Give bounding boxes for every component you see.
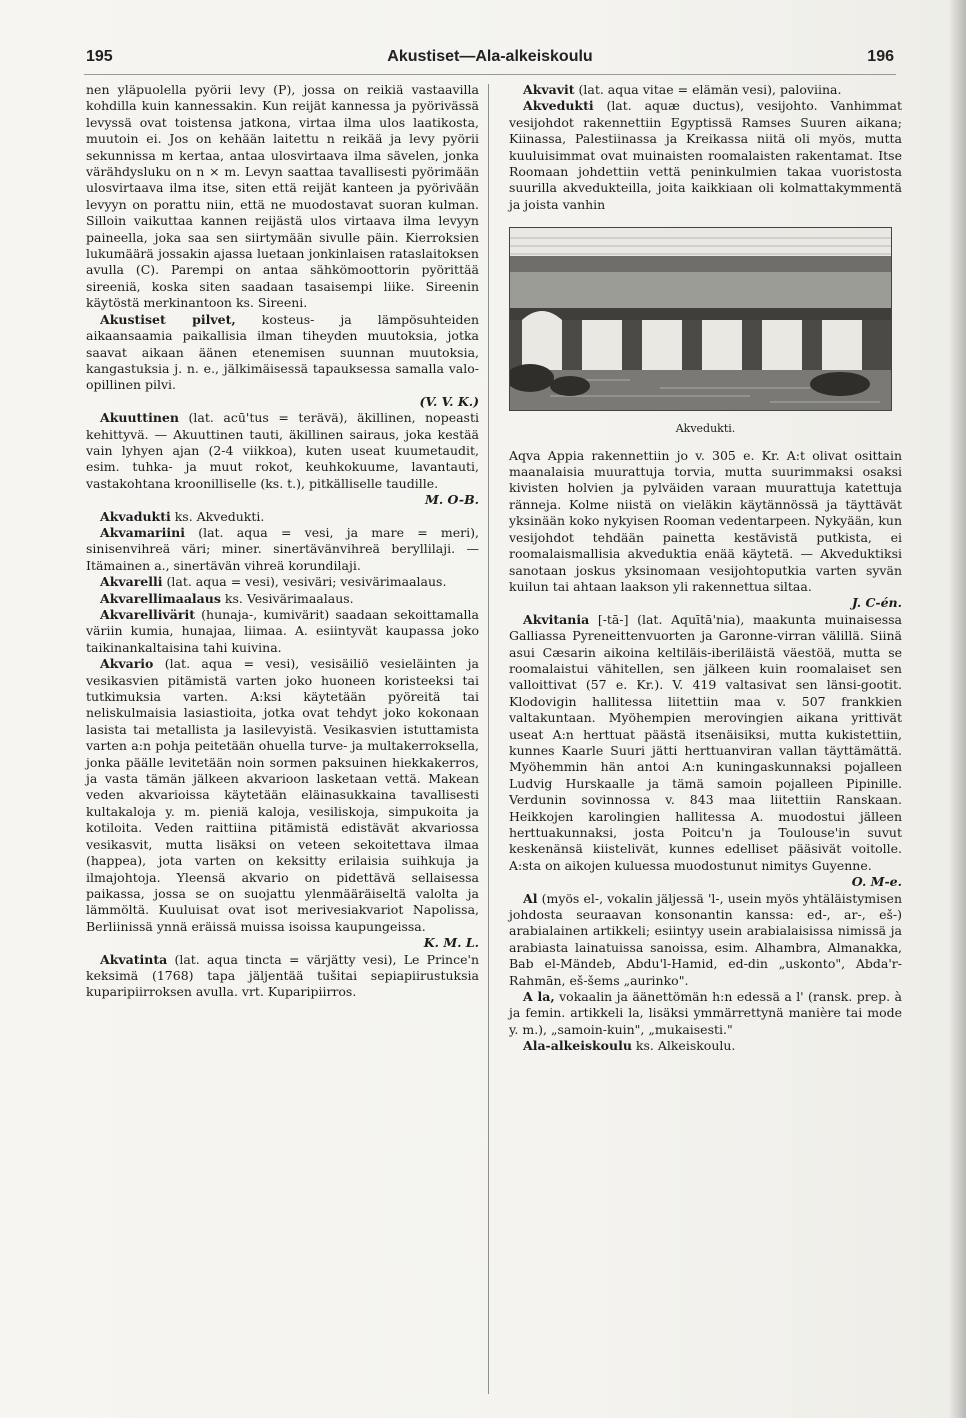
entry-headword: Akvarelli [100, 574, 163, 590]
entry-paragraph [86, 591, 479, 607]
entry-text: (lat. acū'tus = terävä), äkillinen, nopeasti kehittyvä. — Akuuttinen tauti, äkillinen sairaus, joka kestää vain lyhyen ajan (2-4 viikkoa), kuten useat kuumetaudit, esim. tuhka- ja muut rokot, keuhkokuume, lavantauti, vastakohtana kroonilliselle (ks. t.), pitkälliselle taudille. [86, 410, 479, 491]
entry-headword: Akvavit [523, 82, 575, 97]
page-header [86, 48, 894, 74]
entry-headword: A la, [523, 989, 555, 1005]
entry-headword: Al [523, 890, 538, 906]
page-number-right: 196 [867, 48, 894, 65]
entry-paragraph [86, 574, 479, 590]
entry-text: ks. Vesivärimaalaus. [224, 590, 354, 606]
page-number-left: 195 [86, 48, 113, 65]
author-signature: K. M. L. [423, 935, 479, 951]
entry-paragraph [86, 509, 479, 525]
entry-headword: Akvarellimaalaus [100, 590, 221, 606]
entry-text: (lat. aquæ ductus), vesijohto. Vanhimmat vesijohdot rakennettiin Egyptissä Ramses Suuren aikana; Kiinassa, Palestiinassa ja Kreikassa niitä oli myös, mutta kuuluisimmat ovat muinaisten roomalaisten rakentamat. Itse Roomaan johdettiin vettä peninkulmien takaa vuoristosta suurilla akvedukteilla, joita kaikkiaan oli kolmattakymmentä ja joista vanhin [509, 98, 902, 212]
entry-text: nen yläpuolella pyörii levy (P), jossa on reikiä vastaavilla kohdilla kuin kannessakin. Kun reijät kannessa ja pyörivässä levyssä ovat toistensa jatkona, virtaa ilma ulos laatikosta, muutoin ei. Jos on kehään laitettu n reikää ja levy pyörii sekunnissa m kertaa, antaa ulosvirtaava ilma sävelen, jonka värähdysluku on n × m. Levyn saattaa tavallisesti pyörimään ulosvirtaava ilma itse, siten että reijät kanteen ja pyörivään levyyn on porattu niin, että ne muodostavat suoran kulman. Silloin vaikuttaa kannen reijästä ulos virtaava ilma levyyn paineella, joka saa sen siirtymään sivulle päin. Kierroksien lukumäärä jossakin ajassa luetaan jonkinlaisen rataslaitoksen avulla (C). Parempi on antaa sähkömoottorin pyörittää sireeniä, koska siten saadaan tasaisempi liike. Sireenin käytöstä merkinantoon ks. Sireeni. [86, 82, 479, 311]
entry-paragraph [509, 1038, 902, 1054]
entry-headword: Akvarellivärit [100, 607, 195, 622]
entry-headword: Akvario [100, 656, 154, 672]
header-rule [84, 74, 896, 75]
right-column-bottom [509, 448, 902, 1055]
entry-paragraph [509, 448, 902, 612]
entry-paragraph [509, 989, 902, 1038]
author-signature: (V. V. K.) [419, 393, 479, 409]
entry-text: (lat. aqua = vesi, ja mare = meri), sinisenvihreä väri; miner. sinertävänvihreä beryllilaji. — Itämainen a., sinertävän vihreä korundilaji. [86, 524, 479, 573]
column-divider [488, 84, 489, 1394]
entry-headword: Ala-alkeiskoulu [523, 1038, 632, 1054]
entry-headword: Akvatinta [100, 951, 168, 967]
figure-caption: Akvedukti. [675, 422, 736, 436]
entry-text: (hunaja-, kumivärit) saadaan sekoittamalla väriin kumia, hunajaa, liimaa. A. esiintyvät kaupassa joko taikinankaltaisina tahi kuivina. [86, 607, 479, 655]
entry-paragraph [86, 656, 479, 951]
entry-text: Aqva Appia rakennettiin jo v. 305 e. Kr. A:t olivat osittain maanalaisia muurattuja torvia, mutta suurimmaksi osaksi kivisten holvien ja pylväiden varaan muurattuja katettuja ränneja. Kolme niistä on vieläkin käytännössä ja täyttävät yksinään koko nykyisen Rooman vedentarpeen. Nykyään, kun vesijohdot tehdään painetta kestävistä putkista, ei roomalaismallisia akveduktia enää käytetä. — Akveduktiksi sanotaan joskus yksinomaan vesijohtoputkia varten syvän kuilun tai ahtaan laakson yli rakennettua siltaa. [509, 447, 902, 594]
entry-headword: Akuuttinen [100, 410, 179, 426]
author-signature: M. O-B. [425, 492, 479, 508]
entry-text: vokaalin ja äänettömän h:n edessä a l' (ransk. prep. à ja femin. artikkeli la, lisäksi ymmärrettynä manière tai mode y. m.), „samoin-kuin", „mukaisesti." [509, 989, 902, 1037]
entry-headword: Akustiset pilvet, [100, 311, 236, 327]
entry-paragraph [86, 82, 479, 312]
entry-paragraph [86, 410, 479, 508]
entry-paragraph [509, 891, 902, 989]
entry-headword: Akvamariini [100, 524, 185, 540]
entry-text: [-tā-] (lat. Aquītā'nia), maakunta muinaisessa Galliassa Pyreneittenvuorten ja Garonne-virran välillä. Siinä asui Cæsarin aikoina keltiläis-iberiläistä väestöä, mutta se roomalaistui vähitellen, sen jälkeen kuin roomalaiset sen valloittivat (57 e. Kr.). V. 419 valtasivat sen länsi-gootit. Klodovigin hallitessa liitettiin maa v. 507 frankkien valtakuntaan. Myöhempien merovingien aikana yrittivät useat A:n herttuat päästä itsenäisiksi, mutta kukistettiin, kunnes Kaarle Suuri jätti herttuanviran vallan täyttämättä. Myöhemmin hän antoi A:n kuningaskunnaksi pojalleen Ludvig Hurskaalle ja tämä samoin pojalleen Pipinille. Verdunin sovinnossa v. 843 maa liitettiin Ranskaan. Heikkojen karolingien hallitessa A. muodostui jälleen herttuakunnaksi, josta Poitcu'n ja Toulouse'in suvut keskenänsä kiistelivät, kunnes edelliset pääsivät voitolle. A:sta on aikojen kuluessa muodostunut nimitys Guyenne. [509, 611, 903, 873]
entry-headword: Akvadukti [100, 508, 171, 524]
entry-text: (lat. aqua vitae = elämän vesi), paloviina. [578, 82, 842, 97]
entry-paragraph [86, 525, 479, 574]
entry-text: ks. Alkeiskoulu. [635, 1038, 736, 1054]
author-signature: J. C-én. [851, 595, 902, 611]
entry-text: ks. Akvedukti. [174, 508, 265, 524]
entry-paragraph [86, 312, 479, 410]
entry-text: (lat. aqua tincta = värjätty vesi), Le Prince'n keksimä (1768) tapa jäljentää tušitai sepiapiirustuksia kuparipiirroksen avulla. vrt. Kuparipiirros. [86, 951, 479, 1000]
entry-text: kosteus- ja lämpösuhteiden aikaansaamia paikallisia ilman tiheyden muutoksia, jotka saavat aikaan äänen etenemisen suunnan muutoksia, kangastuksia j. n. e., jälkimäisessä tapauksessa samalla valo-opillinen pilvi. [86, 311, 479, 393]
entry-paragraph [86, 607, 479, 656]
left-column [86, 82, 479, 1001]
aqueduct-illustration [509, 227, 892, 411]
entry-headword: Akvedukti [523, 98, 594, 114]
entry-text: (myös el-, vokalin jäljessä 'l-, usein myös yhtäläistymisen johdosta seuraavan konsonantin kanssa: ed-, ar-, eš-) arabialainen artikkeli; esiintyy usein arabialaisissa nimissä ja arabiasta lainatuissa sanoissa, esim. Alhambra, Almanakka, Bab el-Mändeb, Abdu'l-Hamid, ed-din „uskonto", Abda'r-Rahmān, eš-šems „aurinko". [509, 890, 902, 988]
entry-paragraph [86, 952, 479, 1001]
author-signature: O. M-e. [851, 874, 902, 890]
entry-text: (lat. aqua = vesi), vesisäiliö vesieläinten ja vesikasvien pitämistä varten joko huoneen koristeeksi tai tutkimuksia varten. A:ksi käytetään pyöreitä tai neliskulmaisia lasiastioita, jotka ovat tehdyt joko kokonaan lasista tai metallista ja lasilevyistä. Vesikasvien istuttamista varten a:n pohja peitetään ohuella turve- ja multakerroksella, jonka päälle levitetään noin sormen paksuinen hiekkakerros, ja vasta tämän jälkeen akvarioon lasketaan vettä. Makean veden akvarioissa käytetään eläinasukkaina tavallisesti kultakaloja y. m. pieniä kaloja, vesiliskoja, simpukoita ja kotiloita. Veden raittiina pitämistä edistävät akvariossa vesikasvit, mutta lisäksi on veteen sekoitettava ilmaa (happea), jota varten on keksitty erilaisia suihkuja ja ilmajohtoja. Yleensä akvario on pidettävä sellaisessa paikassa, jossa se on suojattu ylenmääräiseltä valolta ja lämmöltä. Kuuluisat ovat isot merivesiakvariot Napolissa, Berliinissä ynnä eräissä muissa isoissa kaupungeissa. [86, 656, 479, 934]
right-column-top [509, 82, 902, 213]
entry-text: (lat. aqua = vesi), vesiväri; vesivärimaalaus. [166, 574, 447, 590]
entry-paragraph [509, 98, 902, 213]
entry-headword: Akvitania [523, 611, 590, 627]
entry-paragraph [509, 82, 902, 98]
running-title: Akustiset—Ala-alkeiskoulu [387, 48, 593, 65]
page-edge [950, 0, 966, 1418]
right-column [509, 82, 902, 1055]
aqueduct-icon [510, 228, 891, 410]
entry-paragraph [509, 612, 902, 891]
